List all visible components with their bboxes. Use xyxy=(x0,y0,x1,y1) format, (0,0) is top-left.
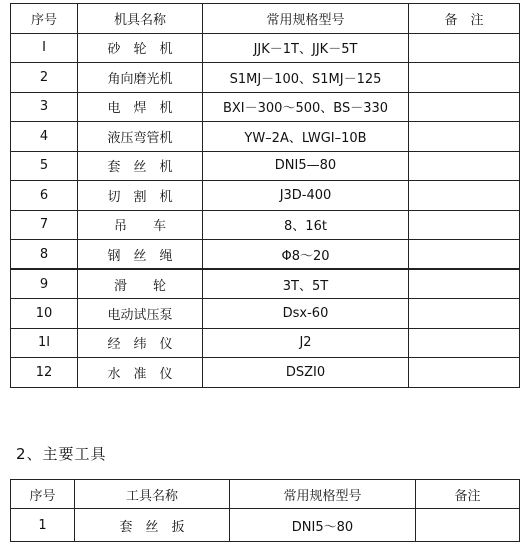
table-row xyxy=(11,210,520,240)
table-row xyxy=(11,358,520,388)
cell-no: 12 xyxy=(11,358,78,388)
header-name: 机具名称 xyxy=(78,4,203,34)
cell-note xyxy=(416,509,520,542)
cell-no: 3 xyxy=(11,92,78,122)
cell-spec: S1MJ－100、S1MJ－125 xyxy=(203,63,409,93)
header-spec: 常用规格型号 xyxy=(230,480,416,509)
cell-note xyxy=(409,33,520,63)
cell-name: 经 纬 仪 xyxy=(78,328,203,358)
cell-name: 切 割 机 xyxy=(78,181,203,211)
table-row xyxy=(11,299,520,329)
cell-note xyxy=(409,63,520,93)
table-header-row xyxy=(11,4,520,34)
cell-note xyxy=(409,122,520,152)
cell-name: 吊 车 xyxy=(78,210,203,240)
cell-no: 9 xyxy=(11,269,78,299)
cell-note xyxy=(409,358,520,388)
table-row xyxy=(11,509,520,542)
table-header-row xyxy=(11,480,520,509)
cell-note xyxy=(409,210,520,240)
cell-no: 7 xyxy=(11,210,78,240)
cell-spec: J2 xyxy=(203,328,409,358)
cell-no: 8 xyxy=(11,240,78,270)
cell-spec: DNI5—80 xyxy=(203,151,409,181)
header-name: 工具名称 xyxy=(75,480,230,509)
cell-no: 1 xyxy=(11,509,75,542)
cell-no: 10 xyxy=(11,299,78,329)
cell-note xyxy=(409,328,520,358)
cell-name: 滑 轮 xyxy=(78,269,203,299)
cell-name: 水 准 仪 xyxy=(78,358,203,388)
table-row xyxy=(11,240,520,270)
header-no: 序号 xyxy=(11,480,75,509)
cell-name: 套 丝 扳 xyxy=(75,509,230,542)
section-title: 2、主要工具 xyxy=(16,445,107,463)
cell-no: 5 xyxy=(11,151,78,181)
table-row xyxy=(11,33,520,63)
cell-spec: Φ8～20 xyxy=(203,240,409,270)
cell-name: 角向磨光机 xyxy=(78,63,203,93)
table-row xyxy=(11,181,520,211)
cell-name: 液压弯管机 xyxy=(78,122,203,152)
header-note: 备注 xyxy=(416,480,520,509)
cell-note xyxy=(409,151,520,181)
cell-spec: BXI－300～500、BS－330 xyxy=(203,92,409,122)
cell-note xyxy=(409,269,520,299)
cell-note xyxy=(409,181,520,211)
cell-note xyxy=(409,240,520,270)
cell-no: 2 xyxy=(11,63,78,93)
cell-name: 电 焊 机 xyxy=(78,92,203,122)
cell-no: 1I xyxy=(11,328,78,358)
cell-note xyxy=(409,299,520,329)
equipment-table xyxy=(10,3,520,388)
cell-name: 电动试压泵 xyxy=(78,299,203,329)
cell-no: I xyxy=(11,33,78,63)
cell-spec: DNI5～80 xyxy=(230,509,416,542)
cell-spec: JJK－1T、JJK－5T xyxy=(203,33,409,63)
cell-note xyxy=(409,92,520,122)
table-row xyxy=(11,122,520,152)
table-row xyxy=(11,269,520,299)
cell-no: 6 xyxy=(11,181,78,211)
header-note: 备 注 xyxy=(409,4,520,34)
cell-spec: 8、16t xyxy=(203,210,409,240)
cell-spec: YW–2A、LWGI–10B xyxy=(203,122,409,152)
cell-name: 套 丝 机 xyxy=(78,151,203,181)
cell-spec: J3D-400 xyxy=(203,181,409,211)
header-no: 序号 xyxy=(11,4,78,34)
cell-spec: DSZI0 xyxy=(203,358,409,388)
cell-name: 钢 丝 绳 xyxy=(78,240,203,270)
table-row xyxy=(11,151,520,181)
cell-no: 4 xyxy=(11,122,78,152)
cell-spec: 3T、5T xyxy=(203,269,409,299)
header-spec: 常用规格型号 xyxy=(203,4,409,34)
cell-spec: Dsx-60 xyxy=(203,299,409,329)
table-row xyxy=(11,63,520,93)
cell-name: 砂 轮 机 xyxy=(78,33,203,63)
tools-table xyxy=(10,479,520,542)
table-row xyxy=(11,328,520,358)
table-row xyxy=(11,92,520,122)
